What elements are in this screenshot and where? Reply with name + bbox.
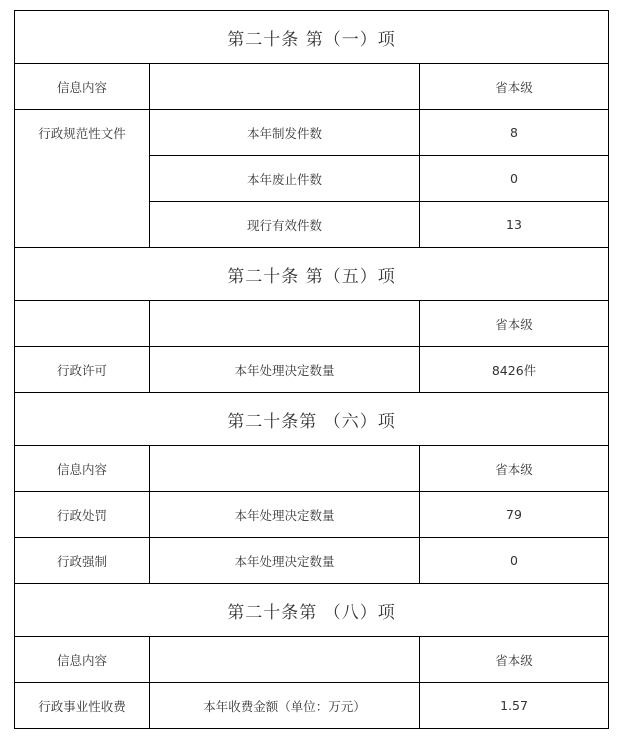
table-row (15, 538, 609, 584)
value-cell: 79 (420, 492, 609, 538)
item-cell: 本年废止件数 (150, 156, 420, 202)
table-row (15, 492, 609, 538)
section-4-title-row (15, 584, 609, 637)
value-cell: 8 (420, 110, 609, 156)
section-3-header-row (15, 446, 609, 492)
value-cell: 8426件 (420, 347, 609, 393)
section-3-title-row (15, 393, 609, 446)
header-blank (15, 301, 150, 347)
header-provincial-level: 省本级 (420, 446, 609, 492)
item-cell: 本年处理决定数量 (150, 347, 420, 393)
section-title: 第二十条 第（五）项 (15, 248, 609, 301)
table-row (15, 110, 609, 156)
header-blank (150, 446, 420, 492)
header-provincial-level: 省本级 (420, 301, 609, 347)
category-cell: 行政许可 (15, 347, 150, 393)
table-row (15, 347, 609, 393)
value-cell: 13 (420, 202, 609, 248)
category-cell: 行政事业性收费 (15, 683, 150, 729)
item-cell: 现行有效件数 (150, 202, 420, 248)
header-provincial-level: 省本级 (420, 64, 609, 110)
category-cell: 行政强制 (15, 538, 150, 584)
category-cell: 行政规范性文件 (15, 110, 150, 248)
disclosure-table (14, 10, 609, 729)
category-cell: 行政处罚 (15, 492, 150, 538)
section-2-title-row (15, 248, 609, 301)
item-cell: 本年处理决定数量 (150, 538, 420, 584)
item-cell: 本年处理决定数量 (150, 492, 420, 538)
item-cell: 本年收费金额（单位：万元） (150, 683, 420, 729)
section-4-header-row (15, 637, 609, 683)
section-title: 第二十条 第（一）项 (15, 11, 609, 64)
section-1-header-row (15, 64, 609, 110)
value-cell: 1.57 (420, 683, 609, 729)
header-provincial-level: 省本级 (420, 637, 609, 683)
item-cell: 本年制发件数 (150, 110, 420, 156)
header-info-content: 信息内容 (15, 446, 150, 492)
header-info-content: 信息内容 (15, 64, 150, 110)
header-blank (150, 637, 420, 683)
section-title: 第二十条第 （六）项 (15, 393, 609, 446)
section-title: 第二十条第 （八）项 (15, 584, 609, 637)
table-row (15, 683, 609, 729)
header-info-content: 信息内容 (15, 637, 150, 683)
section-2-header-row (15, 301, 609, 347)
header-blank (150, 301, 420, 347)
section-1-title-row (15, 11, 609, 64)
value-cell: 0 (420, 538, 609, 584)
header-blank (150, 64, 420, 110)
value-cell: 0 (420, 156, 609, 202)
